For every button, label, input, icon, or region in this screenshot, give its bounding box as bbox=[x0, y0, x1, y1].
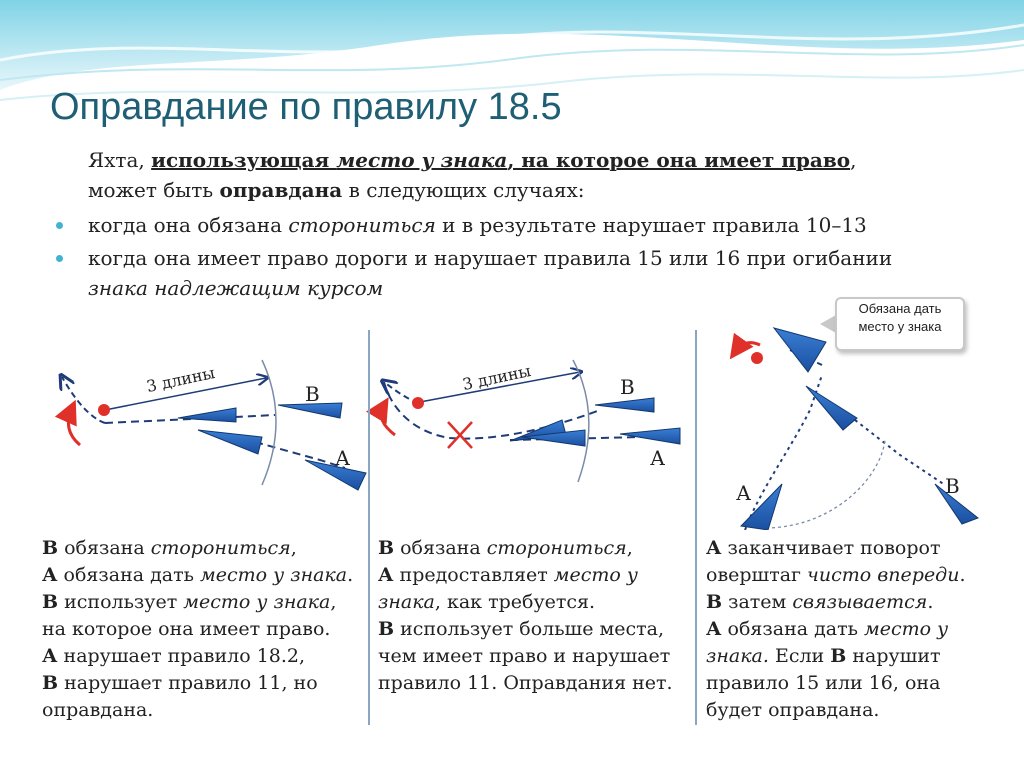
mark-icon bbox=[751, 352, 763, 364]
diagram-3 bbox=[735, 328, 978, 530]
label-b: В bbox=[305, 382, 320, 406]
column-divider bbox=[368, 330, 370, 725]
label-a: А bbox=[736, 481, 752, 505]
boat-b-icon bbox=[806, 386, 857, 430]
label-a: А bbox=[650, 446, 666, 470]
list-item: когда она обязана сторониться и в результате нарушает правила 10–13 bbox=[88, 210, 988, 240]
column-divider bbox=[695, 330, 697, 725]
label-b: В bbox=[620, 375, 635, 399]
page-title: Оправдание по правилу 18.5 bbox=[50, 86, 562, 128]
column-2-text: В обязана сторониться, А предоставляет место у знака, как требуется. В использует больше места, чем имеет право и нарушает правило 11. Оправдания нет. bbox=[378, 537, 673, 694]
mark-icon bbox=[98, 404, 110, 416]
label-a: А bbox=[335, 446, 351, 470]
intro-paragraph: Яхта, использующая место у знака, на которое она имеет право, может быть оправдана в следующих случаях: bbox=[88, 148, 857, 202]
callout-box: Обязана дать место у знака bbox=[835, 297, 965, 351]
label-b: В bbox=[945, 474, 960, 498]
column-1-text: В обязана сторониться, А обязана дать место у знака. В использует место у знака, на которое она имеет право. А нарушает правило 18.2, В нарушает правило 11, но оправдана. bbox=[42, 537, 354, 721]
distance-label: 3 длины bbox=[144, 362, 217, 397]
bullet-icon bbox=[56, 255, 63, 262]
bullet-icon bbox=[56, 222, 63, 229]
boat-a-icon bbox=[774, 328, 826, 372]
distance-label: 3 длины bbox=[460, 360, 533, 395]
mark-icon bbox=[412, 397, 424, 409]
callout-tail bbox=[820, 315, 836, 333]
boat-a-icon bbox=[198, 430, 262, 454]
column-3-text: А заканчивает поворот оверштаг чисто впереди. В затем связывается. А обязана дать место у знака. Если В нарушит правило 15 или 16, она будет оправдана. bbox=[706, 537, 966, 721]
list-item: когда она имеет право дороги и нарушает правила 15 или 16 при огибании знака надлежащим курсом bbox=[88, 243, 988, 303]
